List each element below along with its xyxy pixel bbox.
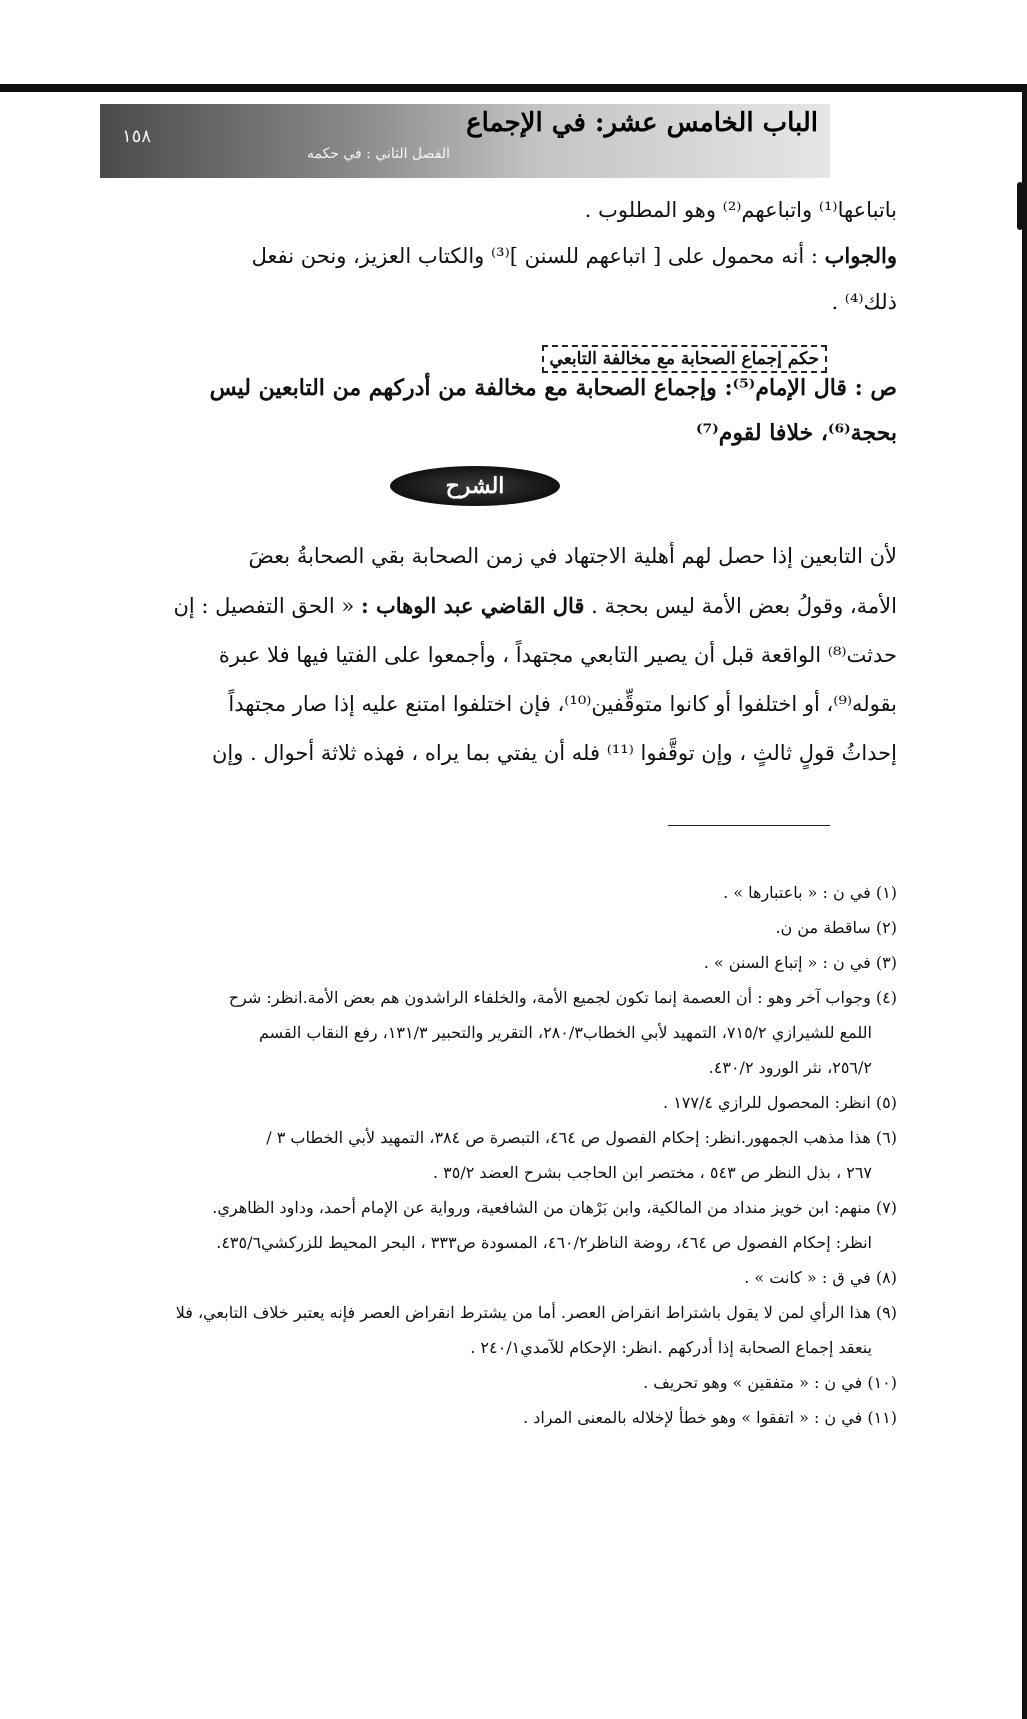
footnote-2: (٢) ساقطة من ن. — [775, 918, 897, 937]
footnote-4-cont-1: اللمع للشيرازي ٧١٥/٢، التمهيد لأبي الخطاب٢٨٠/٣، التقرير والتحبير ١٣١/٣، رفع النقاب القسم — [259, 1023, 872, 1042]
footnote-10: (١٠) في ن : « متفقين » وهو تحريف . — [643, 1373, 897, 1392]
para-line-1: لأن التابعين إذا حصل لهم أهلية الاجتهاد في زمن الصحابة بقي الصحابةُ بعضَ — [248, 544, 897, 568]
running-header — [100, 104, 830, 178]
para-line-5: إحداثُ قولٍ ثالثٍ ، وإن توقَّفوا ⁽¹¹⁾ فله أن يفتي بما يراه ، فهذه ثلاثة أحوال . وإن — [211, 741, 897, 765]
footnote-6: (٦) هذا مذهب الجمهور.انظر: إحكام الفصول ص ٤٦٤، التبصرة ص ٣٨٤، التمهيد لأبي الخطاب ٣ / — [266, 1128, 897, 1147]
footnote-9: (٩) هذا الرأي لمن لا يقول باشتراط انقراض العصر. أما من يشترط انقراض العصر فإنه يعتبر خلاف التابعي، فلا — [175, 1303, 897, 1322]
footnote-7-cont: انظر: إحكام الفصول ص ٤٦٤، روضة الناظر٤٦٠/٢، المسودة ص٣٣٣ ، البحر المحيط للزركشي٤٣٥/٦. — [216, 1233, 872, 1252]
answer-text: : أنه محمول على [ اتباعهم للسنن ]⁽³⁾ والكتاب العزيز، ونحن نفعل — [251, 244, 818, 268]
footnote-3: (٣) في ن : « إتباع السنن » . — [703, 953, 897, 972]
para-line-4: بقوله⁽⁹⁾، أو اختلفوا أو كانوا متوقِّفين⁽¹⁰⁾، فإن اختلفوا امتنع عليه إذا صار مجتهداً — [228, 692, 897, 716]
para-line-2c: « الحق التفصيل : إن — [173, 594, 355, 618]
sharh-badge: الشرح — [390, 466, 560, 506]
body-line-3: ذلك⁽⁴⁾ . — [831, 290, 897, 314]
page-edge-mark — [1017, 182, 1023, 230]
footnote-1: (١) في ن : « باعتبارها » . — [723, 883, 897, 902]
body-line-1: باتباعها⁽¹⁾ واتباعهم⁽²⁾ وهو المطلوب . — [584, 198, 897, 222]
qadi-name: قال القاضي عبد الوهاب : — [360, 593, 585, 618]
header-title: الباب الخامس عشر: في الإجماع — [466, 108, 818, 138]
para-line-2a: الأمة، وقولُ بعض الأمة ليس بحجة . — [591, 594, 897, 618]
answer-label: والجواب — [824, 243, 897, 268]
matn-line-2: بحجة⁽⁶⁾، خلافا لقوم⁽⁷⁾ — [695, 420, 897, 446]
top-border — [0, 84, 1027, 92]
page-number: ١٥٨ — [122, 126, 152, 147]
header-subtitle: الفصل الثاني : في حكمه — [306, 146, 450, 162]
right-border — [1022, 92, 1027, 1719]
footnote-9-cont: ينعقد إجماع الصحابة إذا أدركهم .انظر: الإحكام للآمدي٢٤٠/١ . — [470, 1338, 872, 1357]
footnote-4-cont-2: ٢٥٦/٢، نثر الورود ٤٣٠/٢. — [708, 1058, 872, 1077]
footnote-7: (٧) منهم: ابن خويز منداد من المالكية، وابن بَرْهان من الشافعية، ورواية عن الإمام أحمد، وداود الظاهري. — [212, 1198, 897, 1217]
footnote-separator — [668, 825, 830, 826]
para-line-3: حدثت⁽⁸⁾ الواقعة قبل أن يصير التابعي مجتهداً ، وأجمعوا على الفتيا فيها فلا عبرة — [218, 643, 897, 667]
matn-line-1: ص : قال الإمام⁽⁵⁾: وإجماع الصحابة مع مخالفة من أدركهم من التابعين ليس — [209, 375, 897, 401]
footnote-5: (٥) انظر: المحصول للرازي ١٧٧/٤ . — [663, 1093, 897, 1112]
body-line-2 — [197, 243, 897, 268]
para-line-2 — [173, 593, 897, 618]
footnote-6-cont: ٢٦٧ ، بذل النظر ص ٥٤٣ ، مختصر ابن الحاجب بشرح العضد ٣٥/٢ . — [432, 1163, 872, 1182]
footnote-11: (١١) في ن : « اتفقوا » وهو خطأ لإخلاله بالمعنى المراد . — [523, 1408, 897, 1427]
footnote-8: (٨) في ق : « كانت » . — [744, 1268, 897, 1287]
footnote-4: (٤) وجواب آخر وهو : أن العصمة إنما تكون لجميع الأمة، والخلفاء الراشدون هم بعض الأمة.انظر: شرح — [228, 988, 897, 1007]
section-heading-box: حكم إجماع الصحابة مع مخالفة التابعي — [542, 345, 827, 373]
